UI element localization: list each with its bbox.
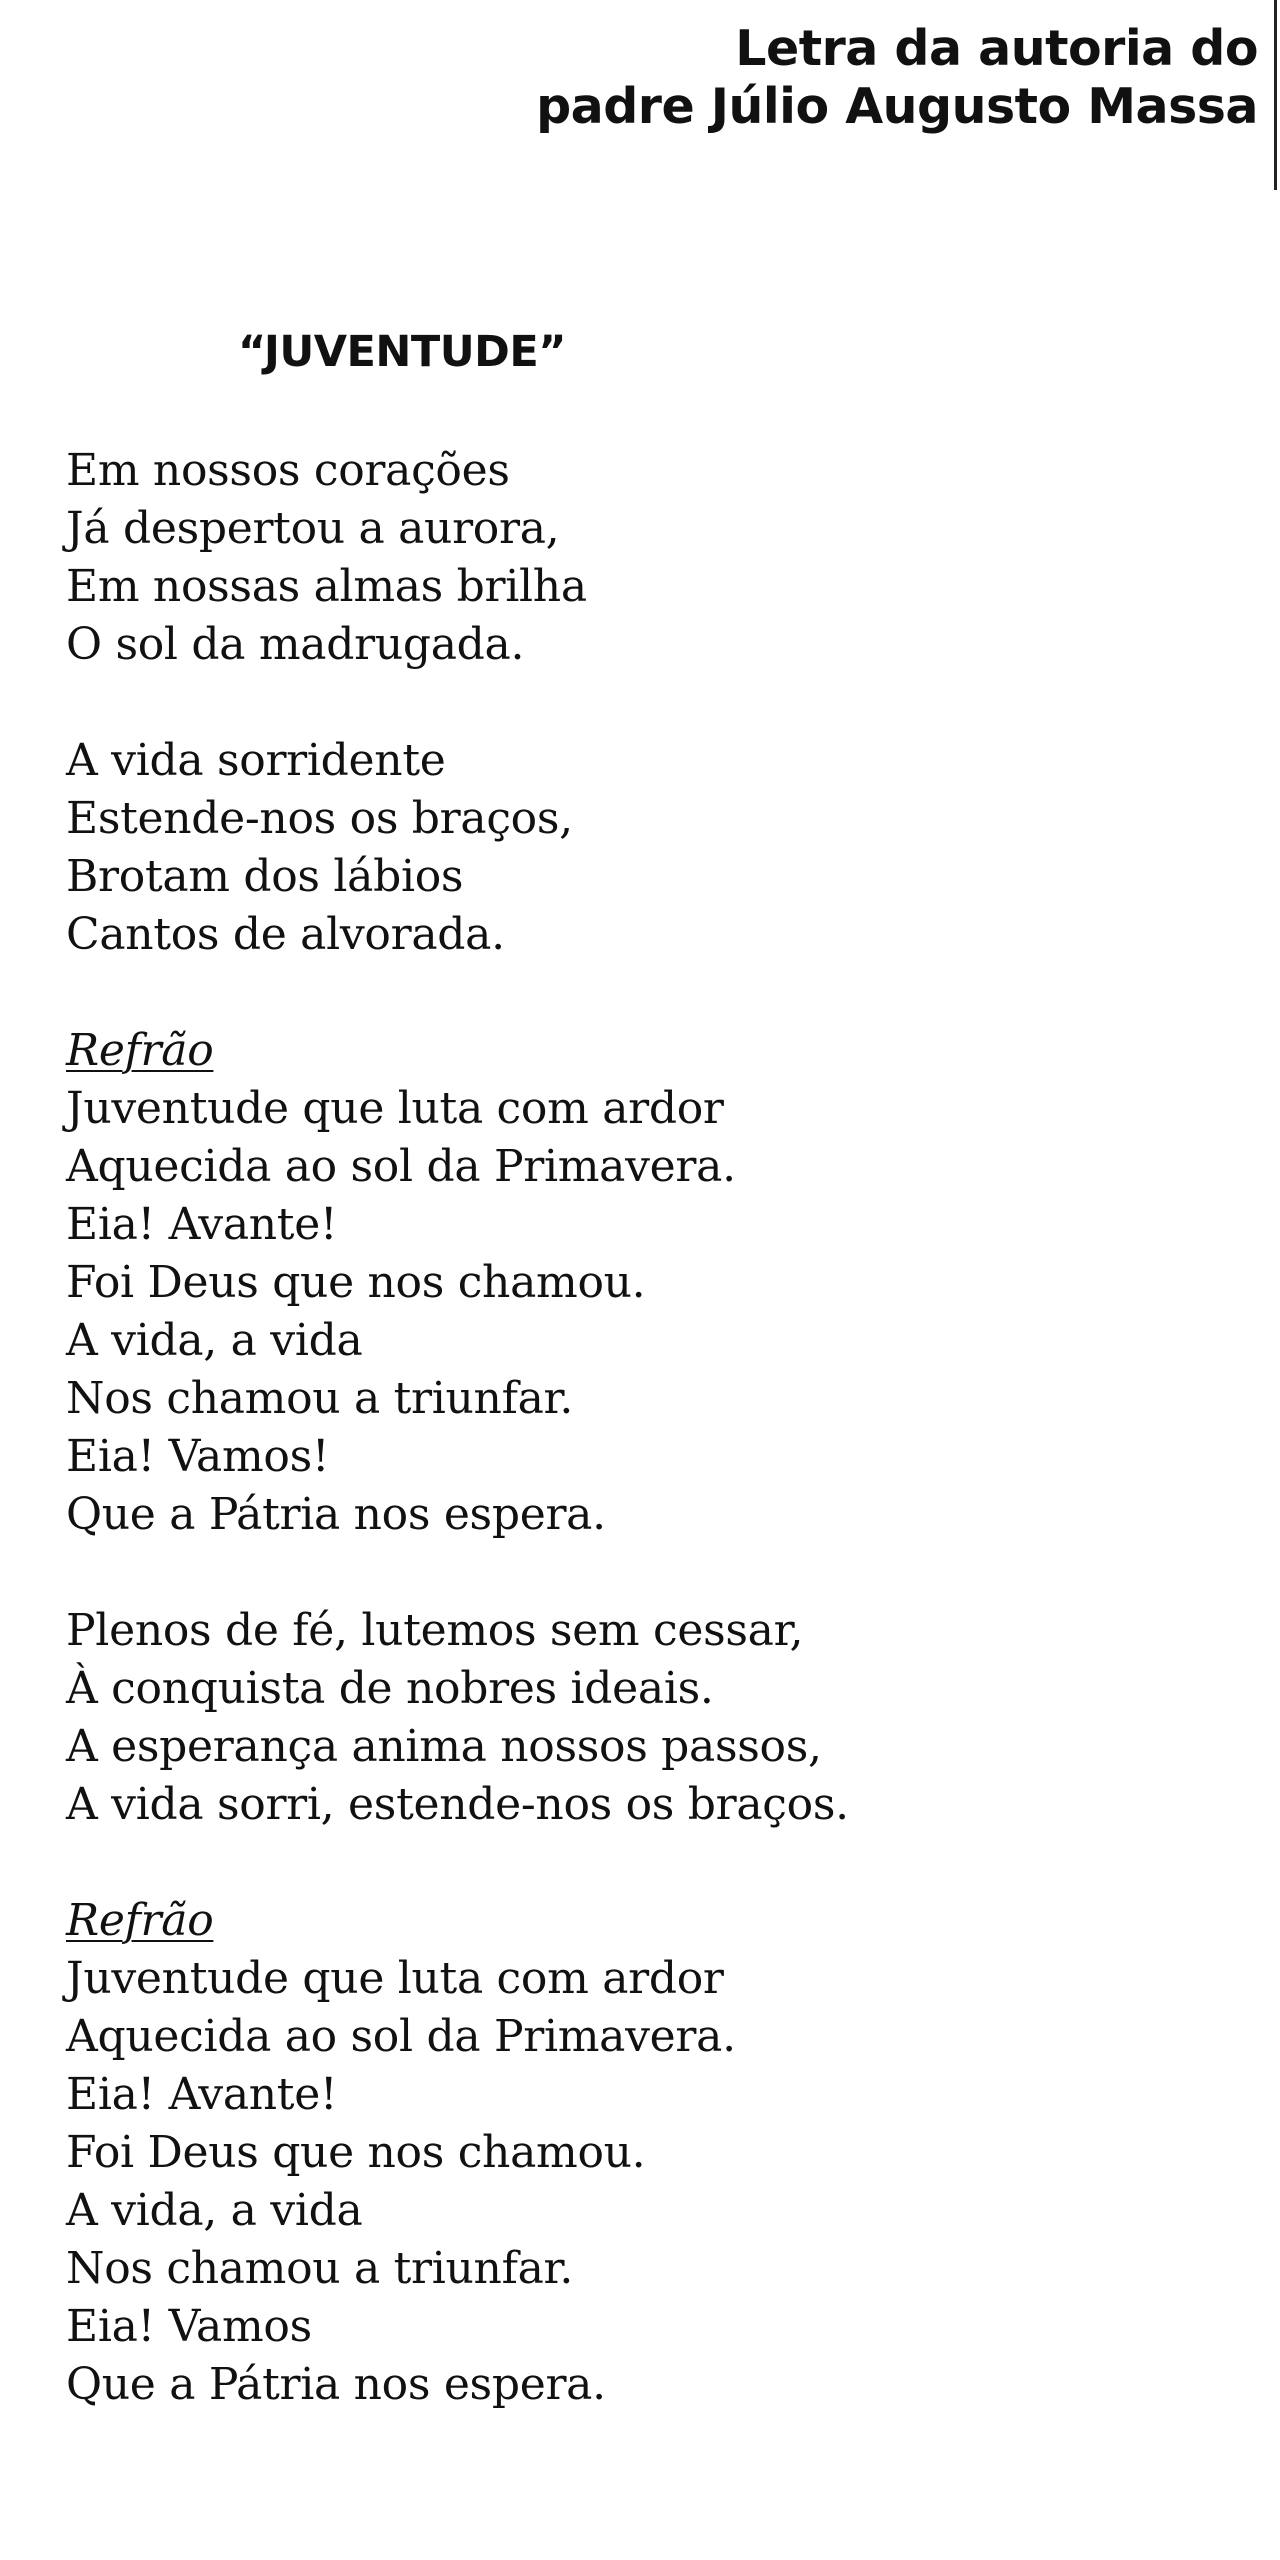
- lyric-line: Foi Deus que nos chamou.: [66, 1257, 646, 1308]
- lyric-line: Já despertou a aurora,: [66, 503, 560, 554]
- stanza-2: [66, 732, 1216, 964]
- lyric-line: Brotam dos lábios: [66, 851, 464, 902]
- lyric-line: Cantos de alvorada.: [66, 909, 505, 960]
- lyric-line: Em nossos corações: [66, 445, 510, 496]
- lyric-line: A vida, a vida: [66, 1315, 363, 1366]
- refrain-label: Refrão: [66, 1025, 214, 1076]
- author-credit-line-2: padre Júlio Augusto Massa: [536, 78, 1258, 135]
- refrain-1: [66, 1022, 1216, 1544]
- lyric-line: Nos chamou a triunfar.: [66, 1373, 574, 1424]
- lyric-line: Eia! Vamos!: [66, 1431, 330, 1482]
- lyric-line: Eia! Vamos: [66, 2301, 312, 2352]
- lyric-line: Nos chamou a triunfar.: [66, 2243, 574, 2294]
- lyric-line: Em nossas almas brilha: [66, 561, 587, 612]
- lyric-line: A vida sorri, estende-nos os braços.: [66, 1779, 849, 1830]
- lyric-line: A esperança anima nossos passos,: [66, 1721, 822, 1772]
- lyric-line: Eia! Avante!: [66, 2069, 338, 2120]
- lyric-line: Plenos de fé, lutemos sem cessar,: [66, 1605, 804, 1656]
- lyric-line: Juventude que luta com ardor: [66, 1083, 724, 1134]
- lyric-line: A vida sorridente: [66, 735, 446, 786]
- page-edge-line: [1274, 0, 1277, 190]
- song-title: “JUVENTUDE”: [238, 327, 566, 377]
- author-credit-line-1: Letra da autoria do: [735, 20, 1258, 77]
- lyric-line: À conquista de nobres ideais.: [66, 1663, 714, 1714]
- lyric-line: Que a Pátria nos espera.: [66, 2359, 606, 2410]
- lyric-line: Juventude que luta com ardor: [66, 1953, 724, 2004]
- lyric-line: Que a Pátria nos espera.: [66, 1489, 606, 1540]
- lyric-line: O sol da madrugada.: [66, 619, 525, 670]
- lyric-line: Eia! Avante!: [66, 1199, 338, 1250]
- refrain-2: [66, 1892, 1216, 2414]
- stanza-1: [66, 442, 1216, 674]
- refrain-label: Refrão: [66, 1895, 214, 1946]
- lyric-line: Aquecida ao sol da Primavera.: [66, 1141, 736, 1192]
- lyric-line: A vida, a vida: [66, 2185, 363, 2236]
- lyric-line: Foi Deus que nos chamou.: [66, 2127, 646, 2178]
- author-credit: [358, 20, 1258, 136]
- song-lyrics: [66, 442, 1216, 2414]
- stanza-3: [66, 1602, 1216, 1834]
- lyric-line: Aquecida ao sol da Primavera.: [66, 2011, 736, 2062]
- lyric-line: Estende-nos os braços,: [66, 793, 573, 844]
